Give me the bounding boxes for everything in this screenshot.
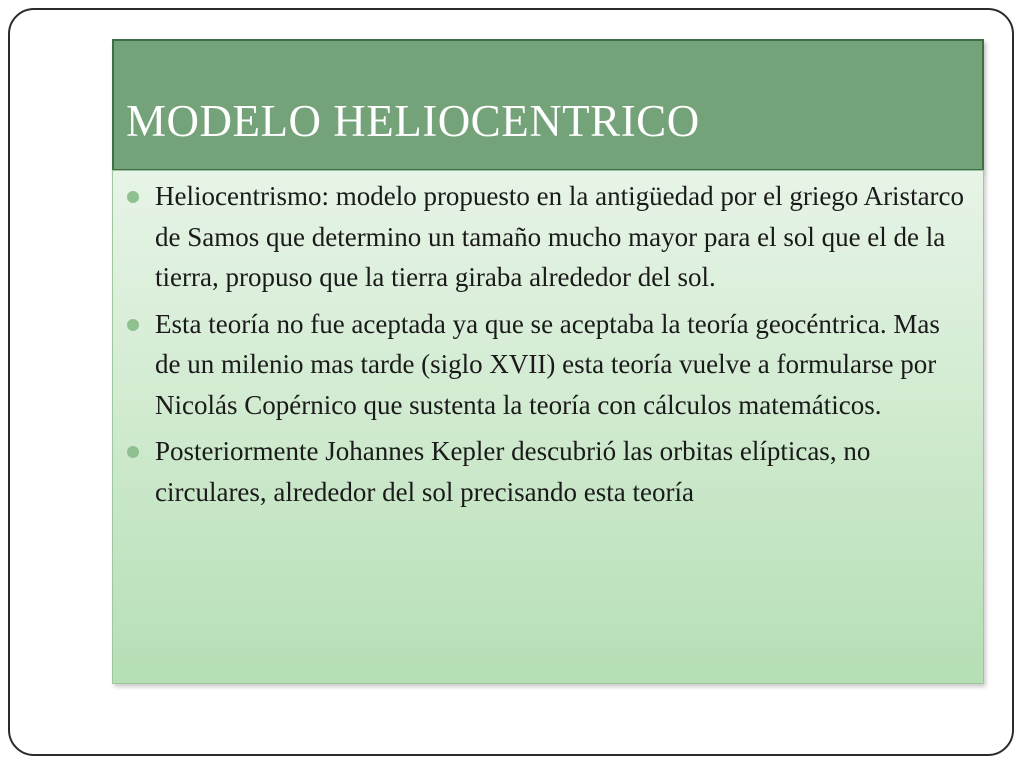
title-box: [112, 39, 984, 171]
bullet-text: Heliocentrismo: modelo propuesto en la antigüedad por el griego Aristarco de Samos que determino un tamaño mucho mayor para el sol que el de la tierra, propuso que la tierra giraba alrededor del sol.: [155, 181, 965, 292]
bullet-text: Esta teoría no fue aceptada ya que se aceptaba la teoría geocéntrica. Mas de un milenio mas tarde (siglo XVII) esta teoría vuelve a formularse por Nicolás Copérnico que sustenta la teoría con cálculos matemáticos.: [155, 308, 940, 420]
bullet-dot-icon: [127, 191, 139, 203]
bullet-item: [127, 431, 967, 512]
bullet-item: [127, 176, 967, 298]
bullet-dot-icon: [127, 319, 139, 331]
bullet-dot-icon: [127, 446, 139, 458]
content-box: [112, 170, 984, 684]
bullet-text: Posteriormente Johannes Kepler descubrió las orbitas elípticas, no circulares, alrededor del sol precisando esta teoría: [155, 436, 871, 507]
bullet-list: [127, 176, 967, 518]
slide-title: MODELO HELIOCENTRICO: [126, 96, 700, 146]
slide-frame: [8, 8, 1014, 756]
bullet-item: [127, 304, 967, 426]
